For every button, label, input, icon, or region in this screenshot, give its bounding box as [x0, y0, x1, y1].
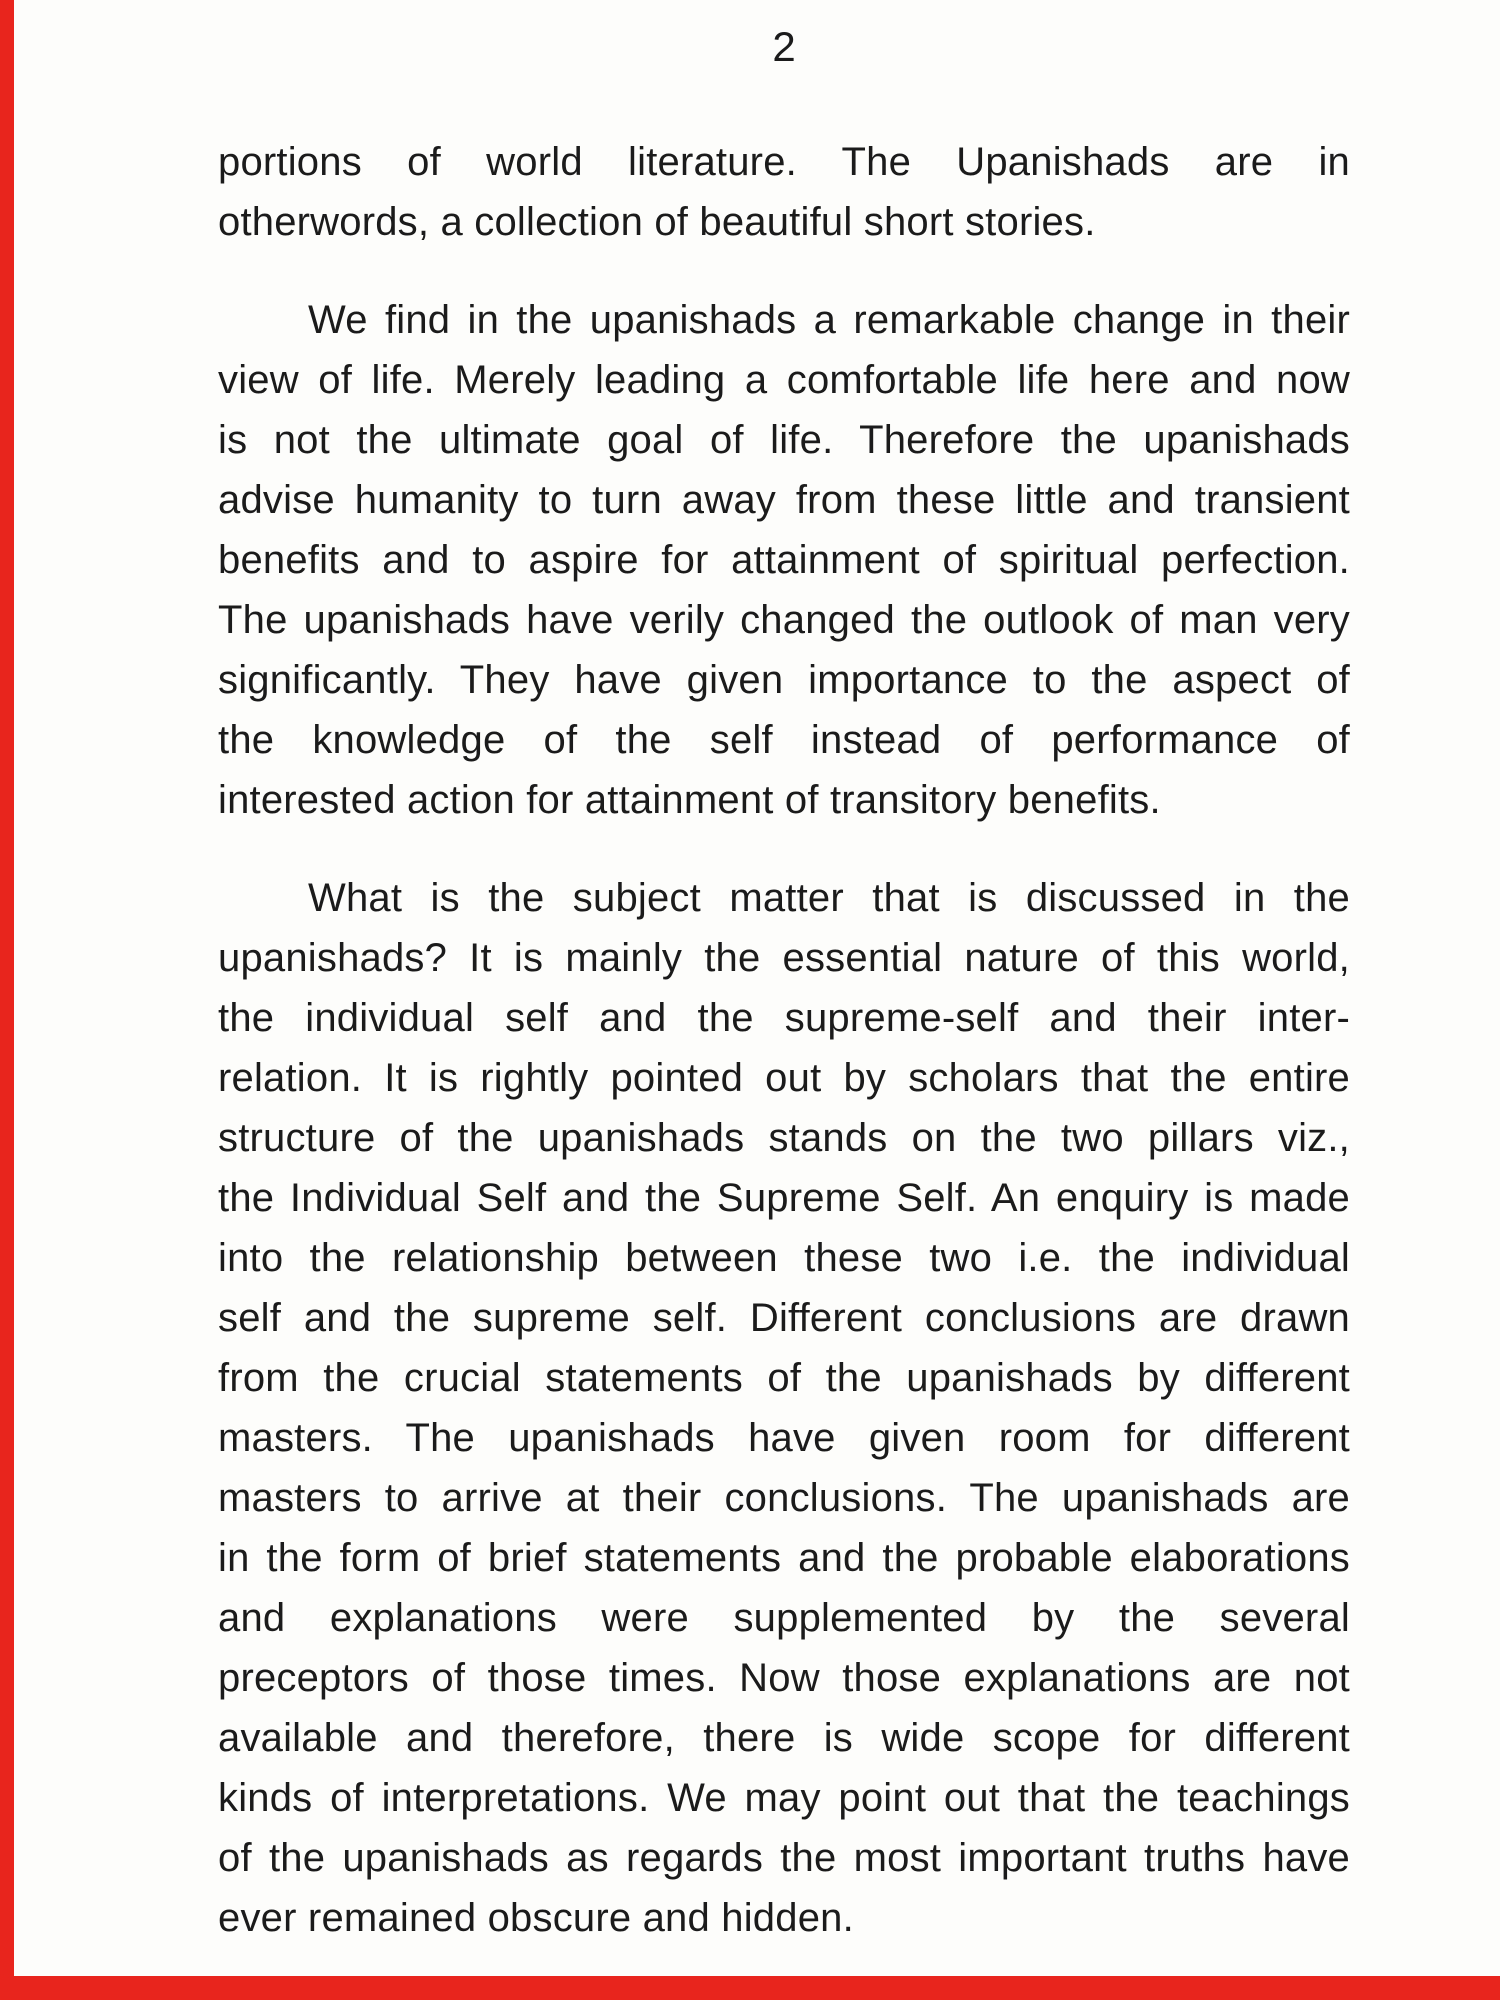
scanned-page	[218, 22, 1350, 1986]
text-line: the knowledge of the self instead of performance of	[218, 718, 1350, 762]
text-line: the Individual Self and the Supreme Self. An enquiry is made	[218, 1176, 1350, 1220]
paragraph	[218, 132, 1350, 252]
text-line: ever remained obscure and hidden.	[218, 1896, 854, 1940]
text-line: interested action for attainment of transitory benefits.	[218, 778, 1161, 822]
text-line: and explanations were supplemented by the several	[218, 1596, 1350, 1640]
text-line: is not the ultimate goal of life. Therefore the upanishads	[218, 418, 1350, 462]
text-line: from the crucial statements of the upanishads by different	[218, 1356, 1350, 1400]
text-line: benefits and to aspire for attainment of spiritual perfection.	[218, 538, 1350, 582]
text-line: preceptors of those times. Now those explanations are not	[218, 1656, 1350, 1700]
text-line: self and the supreme self. Different conclusions are drawn	[218, 1296, 1350, 1340]
text-line: structure of the upanishads stands on the two pillars viz.,	[218, 1116, 1350, 1160]
page-number: 2	[772, 23, 796, 70]
text-line: in the form of brief statements and the probable elaborations	[218, 1536, 1350, 1580]
text-line: view of life. Merely leading a comfortable life here and now	[218, 358, 1350, 402]
text-line: The upanishads have verily changed the outlook of man very	[218, 598, 1350, 642]
paragraph	[218, 290, 1350, 830]
text-line: otherwords, a collection of beautiful short stories.	[218, 200, 1096, 244]
text-line: kinds of interpretations. We may point out that the teachings	[218, 1776, 1350, 1820]
text-line: portions of world literature. The Upanishads are in	[218, 140, 1350, 184]
text-line: of the upanishads as regards the most important truths have	[218, 1836, 1350, 1880]
text-line: advise humanity to turn away from these little and transient	[218, 478, 1350, 522]
text-line: into the relationship between these two i.e. the individual	[218, 1236, 1350, 1280]
text-line: masters to arrive at their conclusions. The upanishads are	[218, 1476, 1350, 1520]
text-line: We find in the upanishads a remarkable change in their	[308, 298, 1350, 342]
text-line: available and therefore, there is wide scope for different	[218, 1716, 1350, 1760]
text-line: What is the subject matter that is discussed in the	[308, 876, 1350, 920]
text-line: the individual self and the supreme-self and their inter-	[218, 996, 1350, 1040]
text-line: masters. The upanishads have given room for different	[218, 1416, 1350, 1460]
text-line: relation. It is rightly pointed out by scholars that the entire	[218, 1056, 1350, 1100]
text-line: significantly. They have given importance to the aspect of	[218, 658, 1350, 702]
text-line: upanishads? It is mainly the essential nature of this world,	[218, 936, 1350, 980]
page-left-red-edge	[0, 0, 14, 2000]
paragraph	[218, 868, 1350, 1948]
